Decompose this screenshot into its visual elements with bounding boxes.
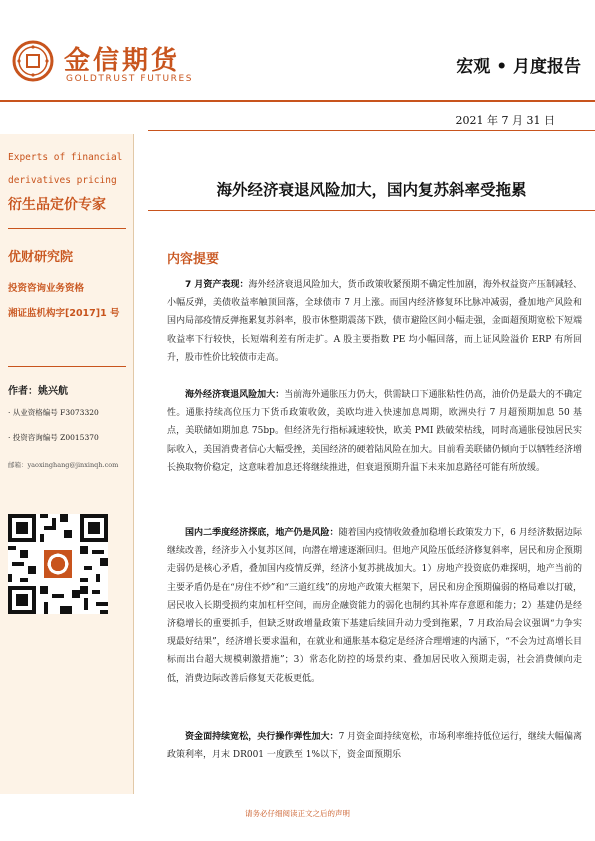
- regulator-license-line: 湘证监机构字[2017]1 号: [8, 308, 120, 319]
- sidebar-divider: [8, 366, 126, 367]
- report-date: 2021 年 7 月 31 日: [455, 114, 555, 127]
- title-divider: [148, 210, 595, 211]
- paragraph-body: 当前海外通胀压力仍大，供需缺口下通胀粘性仍高，油价仍是最大的不确定性。通胀持续高位压力下货币政策收敛，美欧均进入快速加息周期，欧洲央行 7 月超预期加息 50 基点，美联储如期加息 75bp。但经济先行指标减速较快，欧美 PMI 跌破荣枯线，同时高通胀侵蚀居民实际收入，美国消费者信心大幅受挫，美国经济的硬着陆风险在加大。目前看美联储仍倾向于以牺牲经济增长换取物价稳定，这意味着加息还将继续推进，但衰退预期升温下未来加息路径可能有所放缓。: [167, 390, 582, 473]
- report-header: [0, 0, 595, 100]
- qr-code-icon[interactable]: [8, 514, 108, 614]
- paragraph-lead: 7 月资产表现：: [185, 280, 249, 290]
- paragraph-lead: 海外经济衰退风险加大：: [185, 390, 285, 400]
- paragraph-body: 随着国内疫情收敛叠加稳增长政策发力下，6 月经济数据边际继续改善，经济步入小复苏区间，向潜在增速逐渐回归。但地产风险压低经济修复斜率，居民和房企预期走弱仍是核心矛盾，叠加国内疫情反弹，经济小复苏挑战加大。1）房地产投资底仍难探明，地产当前的主要矛盾仍是在“房住不炒”和“三道红线”的房地产政策大框架下，居民和房企预期偏弱的格局难以打破，居民收入长期受损约束加杠杆空间，而房企融资能力的弱化也制约其补库存意愿和能力；2）基建仍是经济稳增长的重要抓手，但缺乏财政增量政策下基建后续回升动力受到拖累，7 月政治局会议强调“力争实现最好结果”，经济增长要求温和，在就业和通胀基本稳定是经济合理增速的内涵下，“不会为过高增长目标而出台超大规模刺激措施”；3）常态化防控的场景约束、叠加居民收入预期走弱，社会消费倾向走低，消费边际改善后修复天花板更低。: [167, 528, 582, 684]
- practitioner-license: · 从业资格编号 F3073320: [8, 408, 99, 417]
- author-name: 作者：姚兴航: [8, 386, 68, 397]
- logo-chinese-name: 金信期货: [64, 46, 181, 76]
- author-email: 邮箱：yaoxinghang@jinxinqh.com: [8, 461, 119, 469]
- paragraph-lead: 国内二季度经济探底，地产仍是风险：: [185, 528, 339, 538]
- report-type: 宏观 • 月度报告: [456, 57, 581, 77]
- qualification-line: 投资咨询业务资格: [8, 283, 85, 294]
- date-divider: [148, 130, 595, 131]
- coin-logo-icon: [12, 40, 54, 82]
- section-heading: 内容提要: [167, 252, 220, 267]
- sidebar-divider: [8, 228, 126, 229]
- sidebar: [0, 134, 134, 794]
- summary-paragraph: [167, 728, 582, 764]
- report-title: 海外经济衰退风险加大，国内复苏斜率受拖累: [216, 181, 527, 199]
- paragraph-body: 7 月资金面持续宽松，市场利率维持低位运行，继续大幅偏离政策利率，月末 DR001 一度跌至 1%以下，资金面预期乐: [167, 732, 582, 761]
- summary-paragraph: [167, 276, 582, 367]
- summary-paragraph: [167, 386, 582, 477]
- english-tagline: Experts of financial derivatives pricing: [8, 152, 123, 186]
- summary-paragraph: [167, 524, 582, 688]
- logo-english-name: GOLDTRUST FUTURES: [66, 74, 194, 84]
- advisor-license: · 投资咨询编号 Z0015370: [8, 433, 99, 442]
- header-divider: [0, 100, 595, 102]
- institute-name: 优财研究院: [8, 250, 74, 265]
- paragraph-body: 海外经济衰退风险加大，货币政策收紧预期不确定性加剧，海外权益资产压制减轻、小幅反弹，美债收益率触顶回落，全球债市 7 月上涨。而国内经济修复环比脉冲减弱，叠加地产风险和国内局部疫情反弹拖累复苏斜率，股市休整期震荡下跌，债市避险区间小幅走强，金面超预期宽松下短端收益率下行较快，长短端利差有所走扩。A 股主要指数 PE 均小幅回落，而上证风险溢价 ERP 有所回升，股市性价比较债市走高。: [167, 280, 582, 363]
- paragraph-lead: 资金面持续宽松，央行操作弹性加大：: [185, 732, 339, 742]
- chinese-tagline: 衍生品定价专家: [8, 197, 106, 213]
- footer-disclaimer: 请务必仔细阅读正文之后的声明: [245, 809, 350, 818]
